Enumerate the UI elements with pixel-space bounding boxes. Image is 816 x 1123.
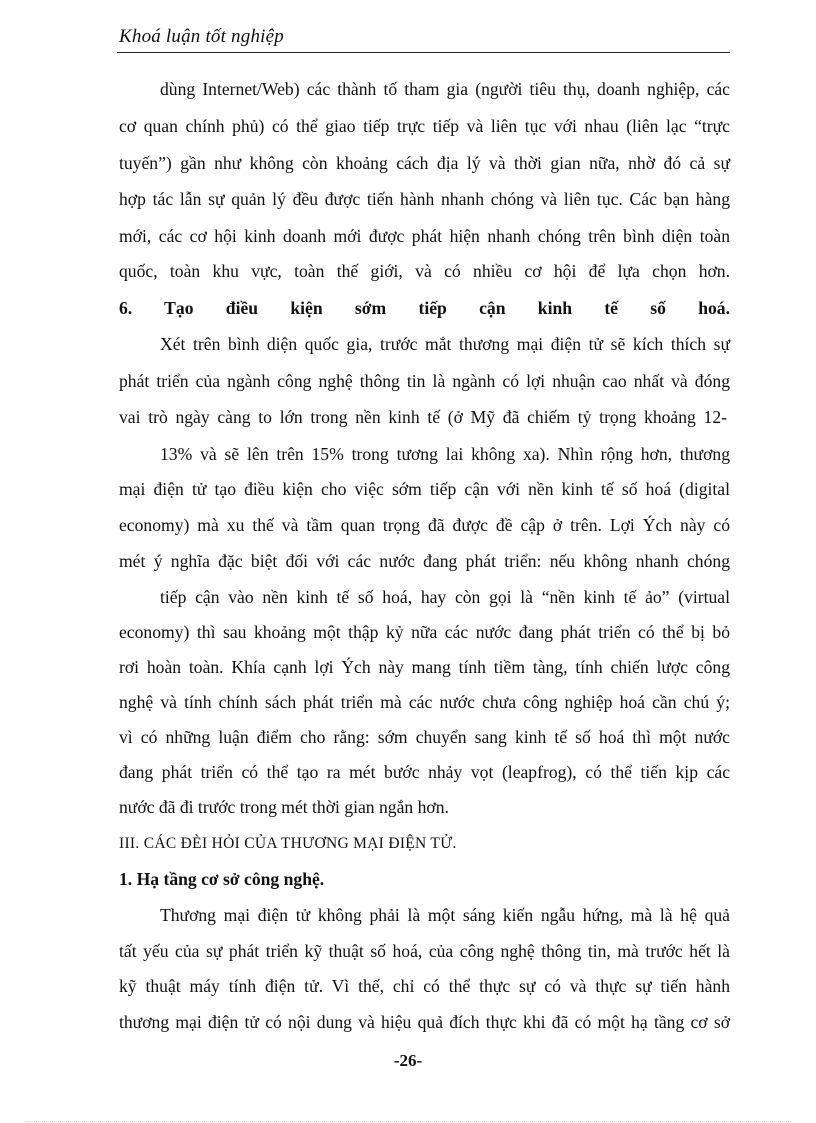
page-bottom-edge bbox=[25, 1121, 791, 1122]
body-line: đang phát triển có thể tạo ra mét bước nhảy vọt (leapfrog), có thể tiến kịp các bbox=[119, 762, 730, 782]
body-line: mới, các cơ hội kinh doanh mới được phát hiện nhanh chóng trên bình diện toàn bbox=[119, 226, 730, 246]
body-line: vì có những luận điểm cho rằng: sớm chuyển sang kinh tế số hoá thì một nước bbox=[119, 727, 730, 747]
body-line: tiếp cận vào nền kinh tế số hoá, hay còn gọi là “nền kinh tế ảo” (virtual bbox=[160, 587, 730, 607]
body-line: mét ý nghĩa đặc biệt đối với các nước đang phát triển: nếu không nhanh chóng bbox=[119, 551, 730, 571]
body-line: tất yếu của sự phát triển kỹ thuật số hoá, của công nghệ thông tin, mà trước hết là bbox=[119, 941, 730, 961]
body-line: vai trò ngày càng to lớn trong nền kinh tế (ở Mỹ đã chiếm tỷ trọng khoảng 12- bbox=[119, 407, 727, 427]
body-line: phát triển của ngành công nghệ thông tin là ngành có lợi nhuận cao nhất và đóng bbox=[119, 371, 730, 391]
section-heading-6: 6. Tạo điều kiện sớm tiếp cận kinh tế số hoá. bbox=[119, 298, 730, 318]
header-title: Khoá luận tốt nghiệp bbox=[119, 26, 284, 47]
page-number: -26- bbox=[393, 1051, 423, 1070]
body-line: kỹ thuật máy tính điện tử. Vì thế, chỉ có thể thực sự có và thực sự tiến hành bbox=[119, 976, 730, 996]
body-line: cơ quan chính phủ) có thể giao tiếp trực tiếp và liên tục với nhau (liên lạc “trực bbox=[119, 116, 730, 136]
body-line: economy) thì sau khoảng một thập kỷ nữa các nước đang phát triển có thể bị bỏ bbox=[119, 622, 730, 642]
body-line: tuyến”) gần như không còn khoảng cách địa lý và thời gian nữa, nhờ đó cả sự bbox=[119, 153, 730, 173]
body-line: hợp tác lẫn sự quản lý đều được tiến hành nhanh chóng và liên tục. Các bạn hàng bbox=[119, 189, 730, 209]
body-line: quốc, toàn khu vực, toàn thế giới, và có nhiều cơ hội để lựa chọn hơn. bbox=[119, 261, 730, 281]
body-line: thương mại điện tử có nội dung và hiệu quả đích thực khi đã có một hạ tầng cơ sở bbox=[119, 1012, 730, 1032]
body-line: economy) mà xu thế và tầm quan trọng đã được đề cập ở trên. Lợi Ých này có bbox=[119, 515, 730, 535]
body-line: mại điện tử tạo điều kiện cho việc sớm tiếp cận với nền kinh tế số hoá (digital bbox=[119, 479, 730, 499]
body-line: dùng Internet/Web) các thành tố tham gia (người tiêu thụ, doanh nghiệp, các bbox=[160, 79, 730, 99]
body-line: nghệ và tính chính sách phát triển mà các nước chưa công nghiệp hoá cần chú ý; bbox=[119, 692, 730, 712]
body-line: rơi hoàn toàn. Khía cạnh lợi Ých này mang tính tiềm tàng, tính chiến lược công bbox=[119, 657, 730, 677]
subsection-heading-1: 1. Hạ tầng cơ sở công nghệ. bbox=[119, 869, 325, 889]
body-line: nước đã đi trước trong mét thời gian ngắn hơn. bbox=[119, 797, 449, 817]
section-heading-iii: III. CÁC ĐÈI HỎI CỦA THƯƠNG MẠI ĐIỆN TỬ. bbox=[119, 835, 457, 852]
body-line: Thương mại điện tử không phải là một sáng kiến ngẫu hứng, mà là hệ quả bbox=[160, 905, 730, 925]
header-divider bbox=[117, 52, 730, 53]
body-line: Xét trên bình diện quốc gia, trước mắt thương mại điện tử sẽ kích thích sự bbox=[160, 334, 730, 354]
body-line: 13% và sẽ lên trên 15% trong tương lai không xa). Nhìn rộng hơn, thương bbox=[160, 444, 730, 464]
